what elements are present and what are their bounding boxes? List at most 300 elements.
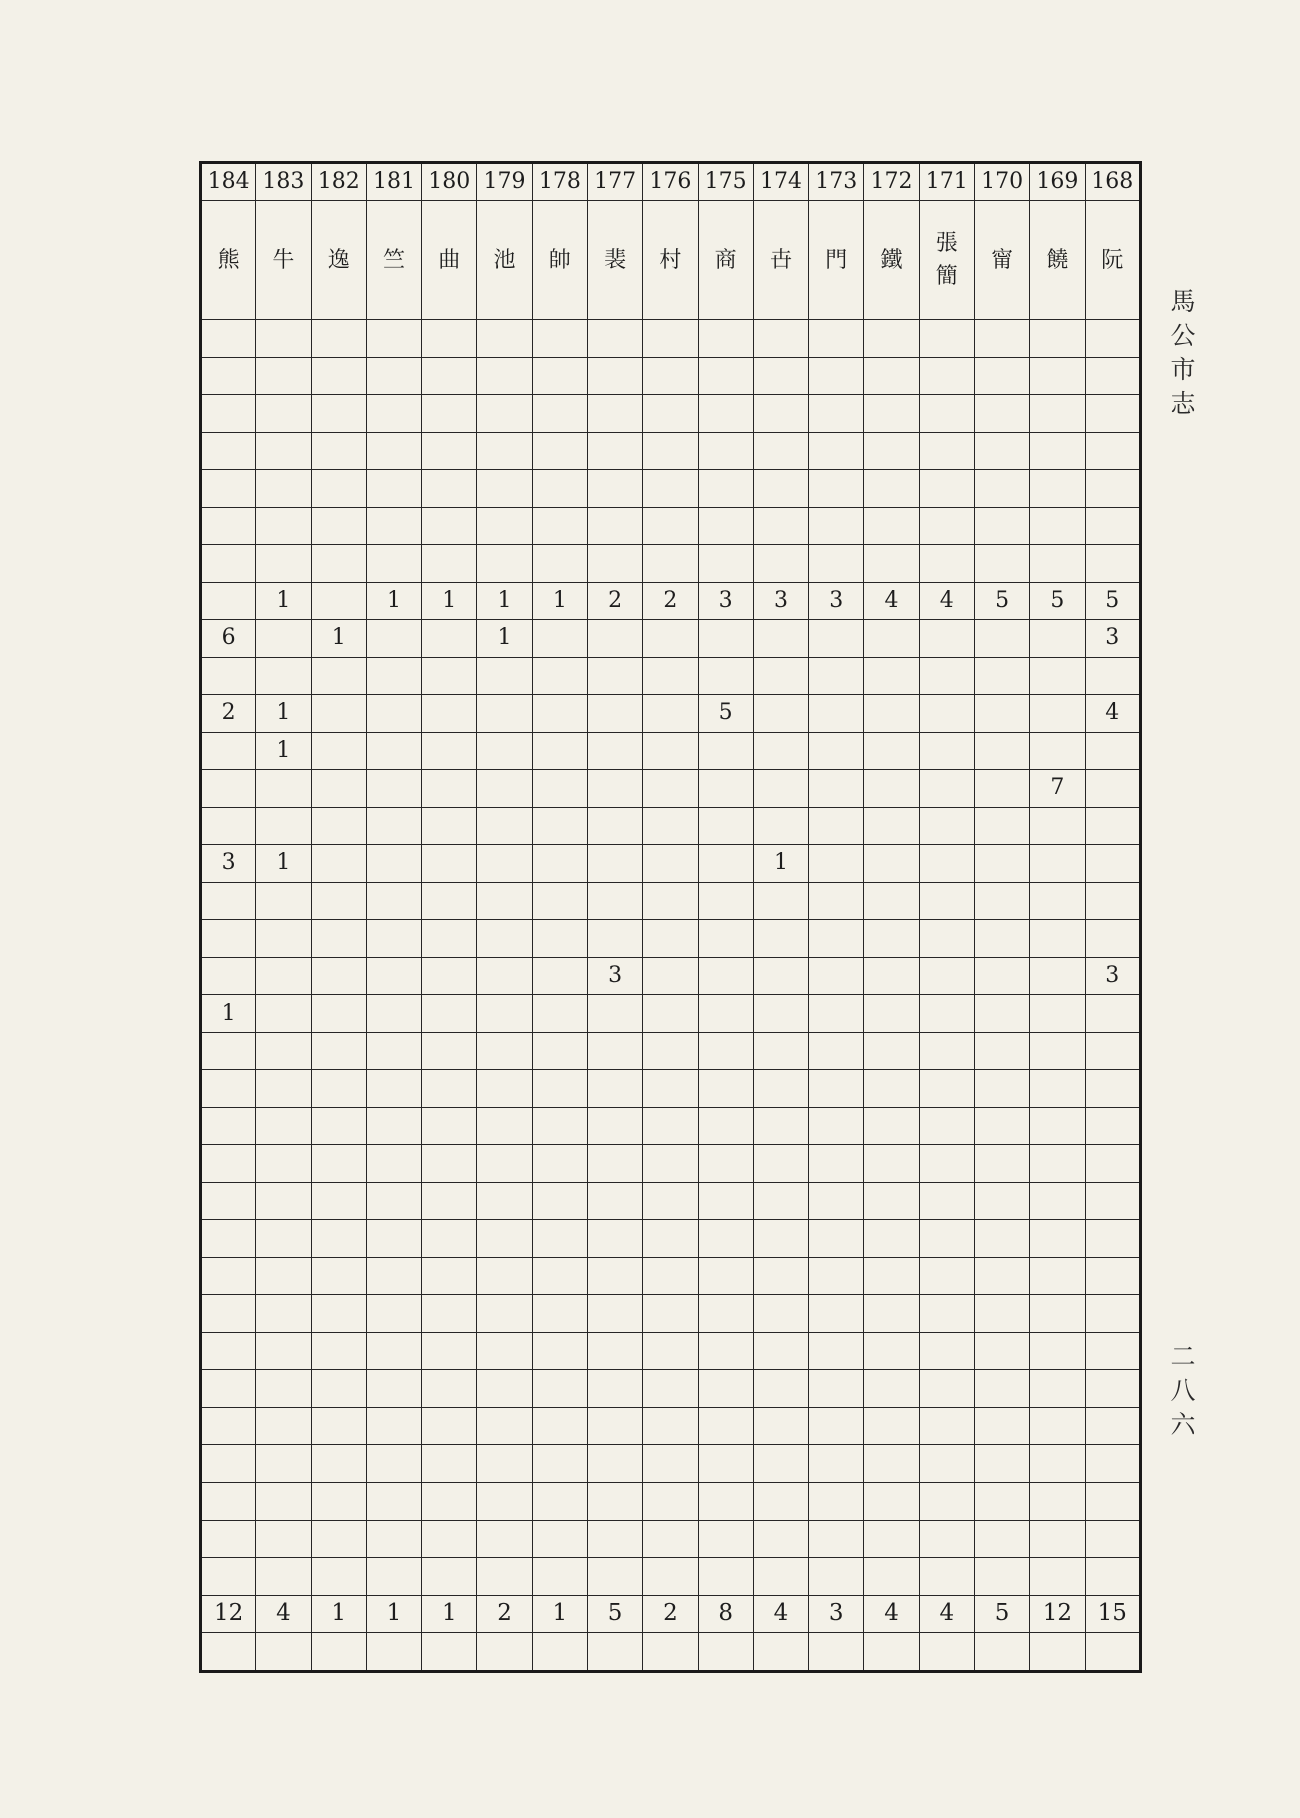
table-cell: [864, 920, 919, 958]
table-cell: [587, 1332, 642, 1370]
table-cell: [422, 470, 477, 508]
table-cell: [919, 1145, 974, 1183]
table-cell: [1085, 470, 1141, 508]
column-number-row: [201, 163, 1141, 201]
table-cell: [974, 1257, 1029, 1295]
table-cell: [698, 1070, 753, 1108]
table-cell: [256, 1070, 311, 1108]
table-cell: [698, 920, 753, 958]
table-cell: [366, 657, 421, 695]
table-cell: [256, 432, 311, 470]
surname-cell: [1085, 201, 1141, 320]
table-cell: [256, 1220, 311, 1258]
table-cell: 3: [698, 582, 753, 620]
table-cell: [201, 582, 256, 620]
table-cell: [587, 1070, 642, 1108]
table-cell: [753, 1520, 808, 1558]
table-cell: [919, 1370, 974, 1408]
table-cell: [974, 1145, 1029, 1183]
table-cell: 1: [256, 582, 311, 620]
table-cell: [753, 507, 808, 545]
table-cell: [532, 1558, 587, 1596]
table-cell: [643, 1070, 698, 1108]
table-cell: [1085, 770, 1141, 808]
table-cell: [422, 1445, 477, 1483]
table-cell: [643, 1633, 698, 1672]
table-cell: [422, 1558, 477, 1596]
table-row: [201, 432, 1141, 470]
table-cell: [532, 357, 587, 395]
table-cell: [256, 1295, 311, 1333]
table-cell: [477, 995, 532, 1033]
table-cell: [256, 995, 311, 1033]
table-cell: 3: [809, 582, 864, 620]
column-number: 179: [477, 163, 532, 201]
table-row: [201, 1558, 1141, 1596]
table-cell: [698, 657, 753, 695]
table-cell: [1085, 320, 1141, 358]
table-cell: [587, 320, 642, 358]
table-cell: [477, 957, 532, 995]
table-cell: [256, 507, 311, 545]
table-cell: [422, 732, 477, 770]
table-cell: [587, 1370, 642, 1408]
table-cell: [422, 1032, 477, 1070]
column-number: 178: [532, 163, 587, 201]
table-cell: [201, 882, 256, 920]
table-cell: [422, 1257, 477, 1295]
table-cell: [1085, 1295, 1141, 1333]
table-cell: [698, 395, 753, 433]
surname-cell: [919, 201, 974, 320]
table-cell: [753, 1032, 808, 1070]
table-cell: [809, 995, 864, 1033]
table-cell: [587, 657, 642, 695]
table-cell: [201, 1520, 256, 1558]
table-cell: [864, 1370, 919, 1408]
table-cell: [974, 1370, 1029, 1408]
table-cell: [477, 1145, 532, 1183]
table-cell: [1030, 1182, 1085, 1220]
table-cell: [532, 507, 587, 545]
surname-cell: [753, 201, 808, 320]
table-cell: [864, 1107, 919, 1145]
table-cell: [1085, 1370, 1141, 1408]
table-cell: [532, 657, 587, 695]
table-cell: [201, 1370, 256, 1408]
table-row: [201, 1370, 1141, 1408]
column-number: 172: [864, 163, 919, 201]
table-cell: [311, 1633, 366, 1672]
table-cell: [698, 1370, 753, 1408]
table-cell: [753, 1182, 808, 1220]
table-cell: [809, 507, 864, 545]
table-cell: [422, 1107, 477, 1145]
table-cell: [587, 1558, 642, 1596]
side-title-char: 志: [1170, 389, 1196, 418]
table-cell: [864, 1070, 919, 1108]
table-cell: [256, 545, 311, 583]
table-cell: [1085, 1407, 1141, 1445]
table-cell: [366, 1182, 421, 1220]
table-cell: [974, 1295, 1029, 1333]
table-cell: 4: [256, 1595, 311, 1633]
table-cell: [753, 1220, 808, 1258]
table-cell: [366, 620, 421, 658]
table-cell: [643, 1257, 698, 1295]
table-cell: [587, 920, 642, 958]
table-cell: [201, 395, 256, 433]
table-cell: [532, 1182, 587, 1220]
table-cell: [422, 545, 477, 583]
table-cell: [809, 620, 864, 658]
table-cell: [366, 695, 421, 733]
table-cell: [643, 1182, 698, 1220]
table-cell: [1085, 432, 1141, 470]
table-cell: [256, 882, 311, 920]
table-cell: [753, 357, 808, 395]
table-cell: [311, 657, 366, 695]
table-cell: [974, 357, 1029, 395]
table-row: [201, 957, 1141, 995]
table-cell: [201, 1145, 256, 1183]
table-cell: [753, 320, 808, 358]
table-cell: [643, 732, 698, 770]
table-cell: [256, 1633, 311, 1672]
table-cell: [1085, 1220, 1141, 1258]
table-cell: [809, 845, 864, 883]
table-cell: [698, 1032, 753, 1070]
table-cell: [311, 470, 366, 508]
table-cell: [1030, 1107, 1085, 1145]
table-cell: [809, 1145, 864, 1183]
table-cell: [753, 1370, 808, 1408]
table-cell: [366, 995, 421, 1033]
table-cell: [201, 920, 256, 958]
table-cell: [201, 357, 256, 395]
table-cell: [1085, 395, 1141, 433]
table-cell: [366, 1633, 421, 1672]
table-cell: [311, 1482, 366, 1520]
table-cell: [753, 1070, 808, 1108]
table-cell: [201, 1257, 256, 1295]
table-cell: [919, 995, 974, 1033]
table-cell: [919, 357, 974, 395]
table-cell: [311, 1445, 366, 1483]
table-cell: [256, 807, 311, 845]
table-cell: [477, 507, 532, 545]
table-cell: [753, 882, 808, 920]
table-cell: [587, 1295, 642, 1333]
table-cell: [864, 1220, 919, 1258]
surname-cell: [1030, 201, 1085, 320]
table-cell: 1: [477, 582, 532, 620]
surname-count-table-wrapper: [199, 161, 1142, 1673]
table-cell: [864, 1257, 919, 1295]
table-cell: [477, 770, 532, 808]
table-cell: [366, 432, 421, 470]
table-cell: [864, 620, 919, 658]
table-cell: 1: [366, 1595, 421, 1633]
table-cell: 1: [477, 620, 532, 658]
table-cell: [698, 620, 753, 658]
surname: 饒: [1046, 247, 1069, 273]
table-cell: [311, 507, 366, 545]
table-cell: 2: [643, 1595, 698, 1633]
table-cell: [864, 507, 919, 545]
table-cell: [201, 1220, 256, 1258]
table-cell: [974, 920, 1029, 958]
table-cell: [1030, 1482, 1085, 1520]
table-cell: [422, 1070, 477, 1108]
table-cell: [643, 357, 698, 395]
table-cell: [1030, 357, 1085, 395]
table-cell: [1030, 957, 1085, 995]
table-cell: [532, 470, 587, 508]
table-cell: [753, 432, 808, 470]
column-number: 182: [311, 163, 366, 201]
table-cell: 4: [864, 1595, 919, 1633]
table-cell: [643, 395, 698, 433]
column-number: 183: [256, 163, 311, 201]
table-cell: [477, 1032, 532, 1070]
table-cell: [532, 1295, 587, 1333]
table-row: [201, 920, 1141, 958]
table-cell: [366, 1257, 421, 1295]
table-cell: [477, 1407, 532, 1445]
table-cell: [698, 1445, 753, 1483]
table-cell: [974, 732, 1029, 770]
table-cell: [1085, 545, 1141, 583]
table-cell: [532, 1032, 587, 1070]
table-cell: [643, 1445, 698, 1483]
table-cell: [422, 1295, 477, 1333]
table-cell: [256, 957, 311, 995]
surname-cell: [864, 201, 919, 320]
table-cell: [864, 657, 919, 695]
table-cell: [1085, 1332, 1141, 1370]
table-cell: 5: [1030, 582, 1085, 620]
table-cell: [311, 1558, 366, 1596]
table-cell: [864, 882, 919, 920]
table-cell: [477, 807, 532, 845]
table-cell: [643, 920, 698, 958]
table-cell: [311, 882, 366, 920]
table-cell: [256, 1445, 311, 1483]
table-cell: [974, 470, 1029, 508]
table-cell: [587, 545, 642, 583]
table-cell: [366, 1107, 421, 1145]
table-cell: [864, 1445, 919, 1483]
table-cell: [422, 395, 477, 433]
table-cell: [809, 920, 864, 958]
table-cell: [366, 1070, 421, 1108]
table-cell: [366, 1482, 421, 1520]
table-cell: 1: [311, 1595, 366, 1633]
table-cell: [587, 1445, 642, 1483]
table-cell: [477, 432, 532, 470]
table-cell: [201, 507, 256, 545]
table-row: [201, 395, 1141, 433]
column-number: 168: [1085, 163, 1141, 201]
column-number: 174: [753, 163, 808, 201]
table-cell: [1085, 1633, 1141, 1672]
table-cell: 4: [864, 582, 919, 620]
table-cell: [753, 1445, 808, 1483]
table-cell: [477, 845, 532, 883]
table-cell: [919, 1445, 974, 1483]
table-cell: [422, 1407, 477, 1445]
table-cell: [201, 470, 256, 508]
table-cell: [422, 807, 477, 845]
table-cell: [1030, 995, 1085, 1033]
table-cell: [366, 1558, 421, 1596]
table-cell: [1030, 845, 1085, 883]
table-cell: [864, 470, 919, 508]
table-cell: [256, 320, 311, 358]
table-cell: [256, 770, 311, 808]
table-cell: [1085, 507, 1141, 545]
table-cell: 1: [532, 1595, 587, 1633]
table-cell: [587, 1482, 642, 1520]
table-row: [201, 1032, 1141, 1070]
table-cell: 12: [201, 1595, 256, 1633]
table-cell: [643, 1482, 698, 1520]
table-cell: [366, 395, 421, 433]
surname: 熊: [217, 247, 240, 273]
table-cell: [532, 1257, 587, 1295]
table-cell: 12: [1030, 1595, 1085, 1633]
table-cell: [422, 695, 477, 733]
side-title-char: 公: [1170, 321, 1196, 350]
table-cell: [809, 545, 864, 583]
table-cell: [201, 1032, 256, 1070]
table-cell: [643, 1370, 698, 1408]
table-cell: [256, 470, 311, 508]
table-cell: [366, 845, 421, 883]
table-cell: [974, 657, 1029, 695]
table-cell: [366, 732, 421, 770]
table-cell: [587, 432, 642, 470]
table-cell: [919, 920, 974, 958]
table-cell: [1030, 395, 1085, 433]
table-cell: [366, 1295, 421, 1333]
table-cell: [698, 507, 753, 545]
table-cell: [532, 1445, 587, 1483]
table-cell: [643, 1032, 698, 1070]
table-row: [201, 732, 1141, 770]
table-cell: [974, 1332, 1029, 1370]
table-cell: 2: [477, 1595, 532, 1633]
table-cell: [919, 545, 974, 583]
table-row: [201, 770, 1141, 808]
table-cell: [587, 470, 642, 508]
table-cell: [919, 1182, 974, 1220]
table-cell: [753, 657, 808, 695]
table-cell: [422, 657, 477, 695]
table-cell: [366, 1220, 421, 1258]
table-cell: [532, 1332, 587, 1370]
table-cell: 1: [422, 1595, 477, 1633]
table-cell: [1030, 620, 1085, 658]
table-cell: [864, 320, 919, 358]
table-cell: [1030, 657, 1085, 695]
table-cell: [422, 1520, 477, 1558]
surname-cell: [587, 201, 642, 320]
table-cell: [532, 1070, 587, 1108]
table-cell: [1030, 507, 1085, 545]
table-cell: [311, 1070, 366, 1108]
table-cell: [477, 1070, 532, 1108]
table-cell: [256, 1370, 311, 1408]
table-cell: [1030, 1407, 1085, 1445]
table-cell: [532, 320, 587, 358]
table-cell: [311, 995, 366, 1033]
table-cell: 3: [753, 582, 808, 620]
table-cell: [974, 1182, 1029, 1220]
table-cell: 6: [201, 620, 256, 658]
table-cell: [919, 882, 974, 920]
table-cell: [477, 320, 532, 358]
table-cell: [422, 845, 477, 883]
table-row: [201, 470, 1141, 508]
table-cell: 2: [201, 695, 256, 733]
table-cell: [587, 357, 642, 395]
table-cell: [1030, 1257, 1085, 1295]
table-cell: [311, 357, 366, 395]
surname: 甯: [991, 247, 1014, 273]
table-cell: [919, 732, 974, 770]
table-cell: [1030, 882, 1085, 920]
table-cell: 1: [753, 845, 808, 883]
table-cell: [864, 807, 919, 845]
table-cell: [311, 1032, 366, 1070]
page-number-char: 二: [1170, 1342, 1196, 1371]
table-row: [201, 357, 1141, 395]
table-cell: [698, 957, 753, 995]
table-cell: [974, 770, 1029, 808]
table-cell: [311, 695, 366, 733]
table-cell: [643, 882, 698, 920]
table-cell: [422, 357, 477, 395]
table-cell: [809, 357, 864, 395]
table-cell: [919, 657, 974, 695]
table-cell: [643, 695, 698, 733]
table-cell: [753, 1407, 808, 1445]
table-cell: [809, 1032, 864, 1070]
table-cell: [919, 432, 974, 470]
table-cell: [809, 882, 864, 920]
table-cell: [1085, 1182, 1141, 1220]
surname-cell: [974, 201, 1029, 320]
table-cell: [201, 1182, 256, 1220]
table-cell: [422, 957, 477, 995]
table-cell: [532, 1482, 587, 1520]
table-cell: [1085, 1145, 1141, 1183]
table-cell: [698, 432, 753, 470]
table-cell: [201, 770, 256, 808]
table-cell: [587, 1182, 642, 1220]
table-cell: [974, 1558, 1029, 1596]
table-cell: [698, 995, 753, 1033]
table-cell: [864, 732, 919, 770]
table-cell: [643, 1407, 698, 1445]
table-cell: [974, 432, 1029, 470]
surname-cell: [201, 201, 256, 320]
table-cell: [477, 1558, 532, 1596]
table-cell: [587, 732, 642, 770]
table-cell: [587, 770, 642, 808]
